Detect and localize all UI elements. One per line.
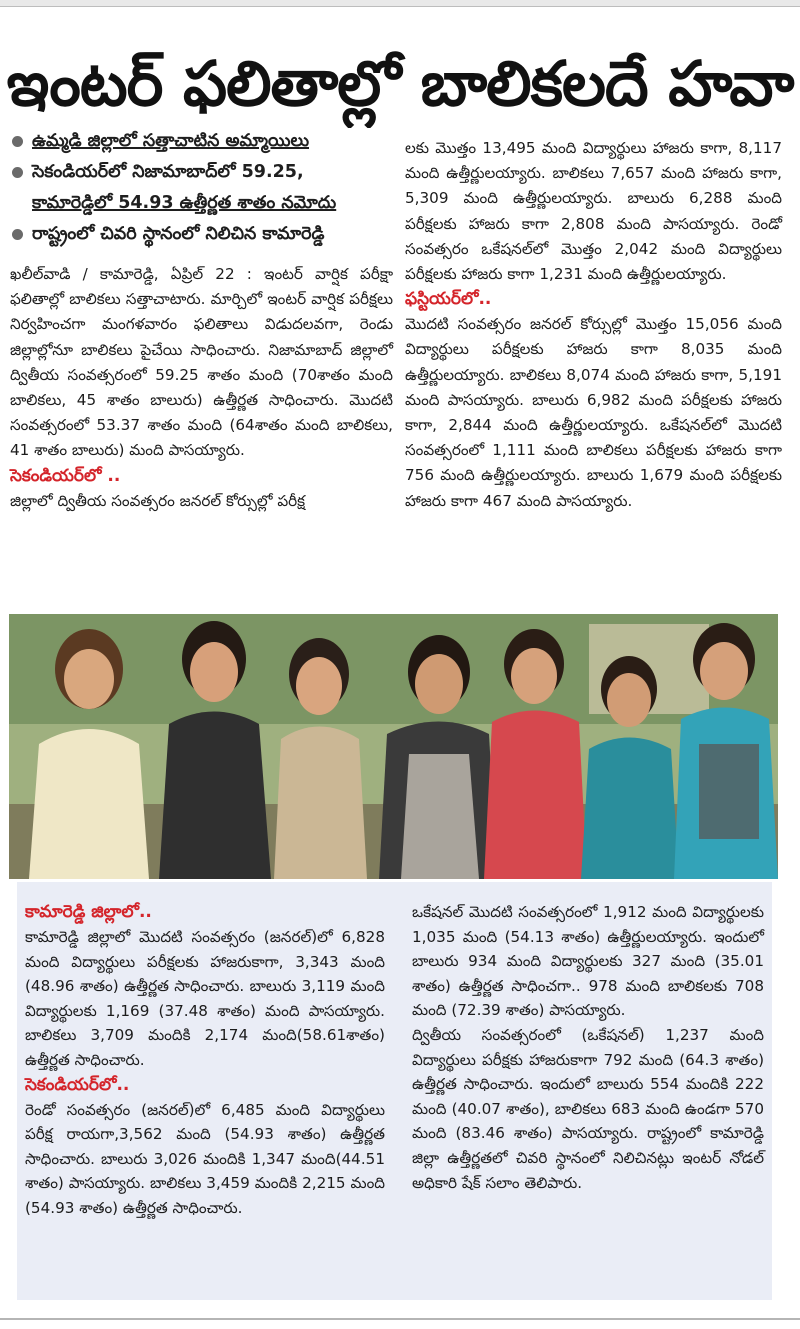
highlight-text [32, 157, 395, 219]
box-left-column [25, 900, 385, 1221]
highlight-text: ఉమ్మడి జిల్లాలో సత్తాచాటిన అమ్మాయిలు [32, 131, 309, 151]
highlight-line: సెకండియర్‌లో నిజామాబాద్‌లో 59.25, [32, 162, 304, 182]
intro-paragraph: ఖలీల్‌వాడి / కామారెడ్డి, ఏప్రిల్ 22 : ఇంటర్ వార్షిక పరీక్షా ఫలితాల్లో బాలికలు సత్తాచాటారు. మార్చిలో ఇంటర్ వార్షిక పరీక్షలు నిర్వహించగా మంగళవారం ఫలితాలు విడుదలవగా, రెండు జిల్లాల్లోనూ బాలికలు పైచేయి సాధించారు. నిజామాబాద్ జిల్లాలో ద్వితీయ సంవత్సరంలో 59.25 శాతం మంది (70శాతం మంది బాలికలు, 45 శాతం బాలురు) ఉత్తీర్ణత సాధించారు. మొదటి సంవత్సరంలో 53.37 శాతం మంది (64శాతం మంది బాలికలు, 41 శాతం బాలురు) మంది పాసయ్యారు. [10, 265, 393, 460]
subhead-kamareddy: కామారెడ్డి జిల్లాలో.. [25, 902, 152, 922]
headline: ఇంటర్ ఫలితాల్లో బాలికలదే హవా [6, 47, 794, 120]
top-rule [0, 0, 800, 7]
bullet-icon [12, 136, 23, 147]
paragraph: జిల్లాలో ద్వితీయ సంవత్సరం జనరల్ కోర్సుల్లో పరీక్ష [10, 491, 306, 510]
highlight-item [10, 157, 395, 219]
highlight-text: రాష్ట్రంలో చివరి స్థానంలో నిలిచిన కామారెడ్డి [32, 224, 325, 244]
paragraph: ఒకేషనల్ మొదటి సంవత్సరంలో 1,912 మంది విద్యార్థులకు 1,035 మంది (54.13 శాతం) ఉత్తీర్ణులయ్యారు. ఇందులో బాలురు 934 మంది విద్యార్థులకు 327 మంది (35.01 శాతం) ఉత్తీర్ణత సాధించగా.. 978 మంది బాలికలకు 708 మంది (72.39 శాతం) పాసయ్యారు. [412, 903, 764, 1020]
bottom-rule [0, 1318, 800, 1320]
paragraph: కామారెడ్డి జిల్లాలో మొదటి సంవత్సరం (జనరల్)లో 6,828 మంది విద్యార్థులు పరీక్షలకు హాజరుకాగా, 3,343 మంది (48.96 శాతం) ఉత్తీర్ణత సాధించారు. బాలురు 3,119 మంది విద్యార్థులకు 1,169 (37.48 శాతం) మంది పాసయ్యారు. బాలికలు 3,709 మందికి 2,174 మంది(58.61శాతం) ఉత్తీర్ణత సాధించారు. [25, 928, 385, 1069]
highlight-item [10, 219, 395, 250]
subhead-secondyear: సెకండియర్‌లో.. [25, 1074, 130, 1095]
subhead-secondyear: సెకండియర్‌లో .. [10, 465, 121, 486]
paragraph: ద్వితీయ సంవత్సరంలో (ఒకేషనల్) 1,237 మంది విద్యార్థులు పరీక్షకు హాజరుకాగా 792 మంది (64.3 శాతం) ఉత్తీర్ణత సాధించారు. ఇందులో బాలురు 554 మందికి 222 మంది (40.07 శాతం), బాలికలు 683 మంది ఉండగా 570 మంది (83.46 శాతం) పాసయ్యారు. రాష్ట్రంలో కామారెడ్డి జిల్లా ఉత్తీర్ణతలో చివరి స్థానంలో నిలిచినట్లు ఇంటర్ నోడల్ అధికారి షేక్ సలాం తెలిపారు. [412, 1025, 764, 1192]
highlight-line: కామారెడ్డిలో 54.93 ఉత్తీర్ణత శాతం నమోదు [32, 193, 337, 213]
paragraph: రెండో సంవత్సరం (జనరల్)లో 6,485 మంది విద్యార్థులు పరీక్ష రాయగా,3,562 మంది (54.93 శాతం) ఉత్తీర్ణత సాధించారు. బాలురు 3,026 మందికి 1,347 మంది(44.51 శాతం) పాసయ్యారు. బాలికలు 3,459 మందికి 2,215 మంది (54.93 శాతం) ఉత్తీర్ణత సాధించారు. [25, 1100, 385, 1217]
left-column [10, 262, 393, 514]
students-photo [9, 614, 778, 879]
paragraph: మొదటి సంవత్సరం జనరల్ కోర్సుల్లో మొత్తం 15,056 మంది విద్యార్థులు పరీక్షలకు హాజరు కాగా 8,035 మంది ఉత్తీర్ణులయ్యారు. బాలికలు 8,074 మంది హాజరు కాగా, 5,191 మంది పాసయ్యారు. బాలురు 6,982 మంది పరీక్షలకు హాజరు కాగా, 2,844 మంది ఉత్తీర్ణులయ్యారు. ఒకేషనల్‌లో మొదటి సంవత్సరంలో 1,111 మంది బాలికలు పరీక్షలకు హాజరు కాగా 756 మంది ఉత్తీర్ణులయ్యారు. బాలురు 1,679 మంది పరీక్షలకు హాజరు కాగా 467 మంది పాసయ్యారు. [405, 315, 782, 510]
right-column [405, 136, 782, 514]
kamareddy-stats-box [17, 882, 772, 1300]
students-photo-illustration [9, 614, 778, 879]
highlights-list [10, 126, 395, 250]
bullet-icon [12, 167, 23, 178]
paragraph: లకు మొత్తం 13,495 మంది విద్యార్థులు హాజరు కాగా, 8,117 మంది ఉత్తీర్ణులయ్యారు. బాలికలు 7,657 మంది హాజరు కాగా, 5,309 మంది ఉత్తీర్ణులయ్యారు. బాలురు 6,288 మంది పరీక్షలకు హాజరు కాగా 2,808 మంది పాసయ్యారు. రెండో సంవత్సరం ఒకేషనల్‌లో మొత్తం 2,042 మంది విద్యార్థులు పరీక్షలకు హాజరు కాగా 1,231 మంది ఉత్తీర్ణులయ్యారు. [405, 139, 782, 284]
bullet-icon [12, 229, 23, 240]
highlight-item [10, 126, 395, 157]
box-right-column [412, 900, 764, 1195]
subhead-firstyear: ఫస్టియర్‌లో.. [405, 289, 492, 310]
